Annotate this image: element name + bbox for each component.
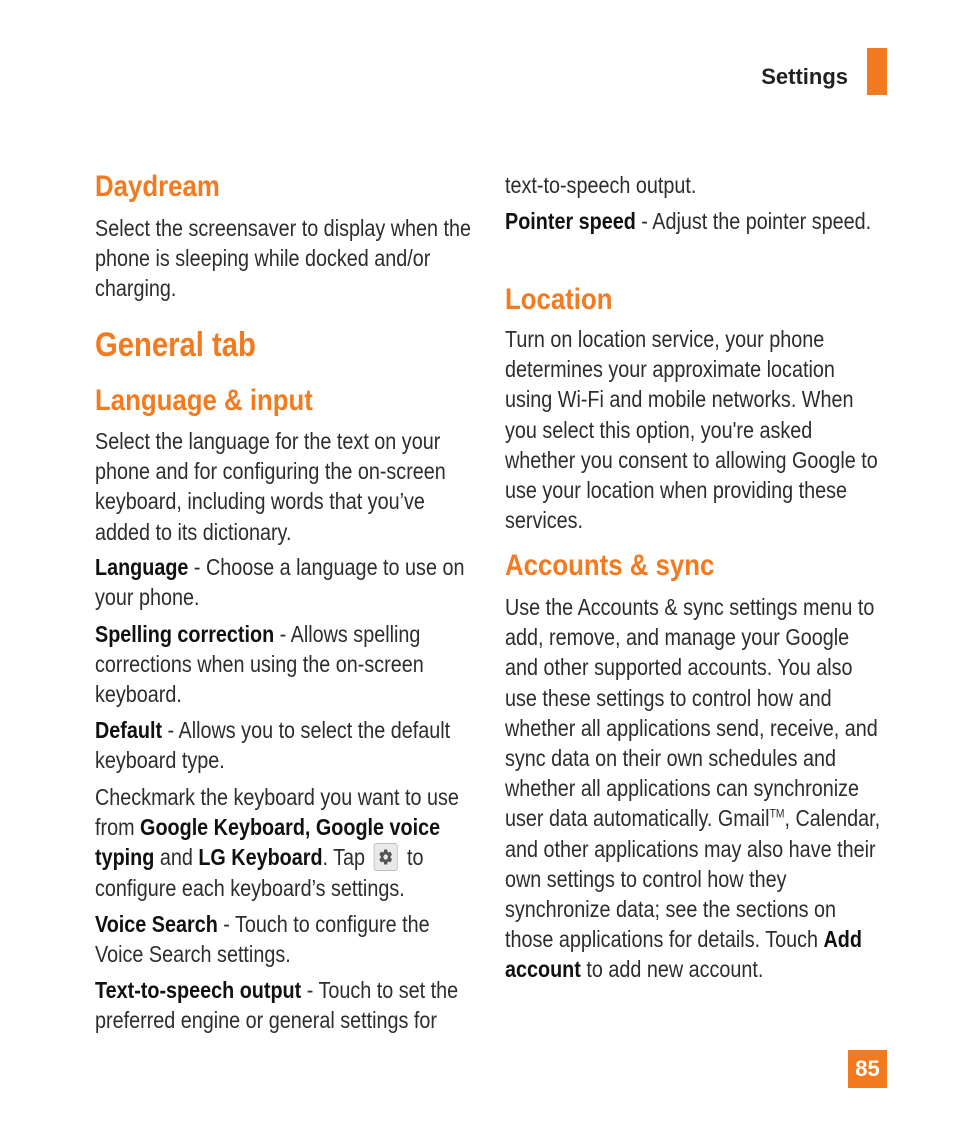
pointer-term: Pointer speed bbox=[505, 208, 636, 234]
page-number: 85 bbox=[848, 1050, 887, 1088]
tts-continued: text-to-speech output. bbox=[505, 172, 697, 198]
accounts-body-2: , Calendar, and other applications may also have their own settings to control how they synchronize data; see the sections on those applications for details. Touch bbox=[505, 805, 881, 953]
default-desc: - Allows you to select the default keyboard type. bbox=[95, 717, 451, 774]
location-body: Turn on location service, your phone determines your approximate location using Wi-Fi and mobile networks. When you select this option, you're asked whether you consent to allowing Google to use your location when providing these services. bbox=[505, 326, 878, 534]
checkmark-lg: LG Keyboard bbox=[198, 844, 323, 871]
trademark-mark: TM bbox=[769, 806, 785, 821]
accounts-body-1: Use the Accounts & sync settings menu to add, remove, and manage your Google and other supported accounts. You also use these settings to control how and whether all applications send, receive, and sync data on their own schedules and whether all applications can synchronize user data automatically. Gmail bbox=[505, 594, 878, 832]
language-desc: - Choose a language to use on your phone. bbox=[95, 554, 465, 611]
general-tab-heading: General tab bbox=[95, 326, 256, 364]
language-input-body: Select the language for the text on your phone and for configuring the on-screen keyboard, including words that you’ve added to its dictionary. bbox=[95, 428, 446, 545]
accounts-sync-heading: Accounts & sync bbox=[505, 549, 715, 582]
checkmark-intro: Checkmark the keyboard you want to use from bbox=[95, 784, 459, 841]
tts-term: Text-to-speech output bbox=[95, 977, 302, 1003]
daydream-body: Select the screensaver to display when the phone is sleeping while docked and/or charging. bbox=[95, 215, 472, 302]
default-item bbox=[95, 715, 473, 775]
tts-desc: - Touch to set the preferred engine or general settings for bbox=[95, 977, 459, 1034]
checkmark-keyboards: Google Keyboard, Google voice typing bbox=[95, 814, 441, 871]
language-term: Language bbox=[95, 554, 189, 580]
tts-item bbox=[95, 975, 473, 1035]
spelling-item bbox=[95, 619, 473, 710]
gear-icon bbox=[374, 843, 398, 871]
spelling-term: Spelling correction bbox=[95, 621, 275, 647]
voice-search-item bbox=[95, 909, 473, 969]
spelling-desc: - Allows spelling corrections when using the on-screen keyboard. bbox=[95, 621, 424, 708]
language-input-heading: Language & input bbox=[95, 384, 313, 417]
pointer-desc: - Adjust the pointer speed. bbox=[635, 208, 872, 234]
voice-term: Voice Search bbox=[95, 911, 218, 937]
language-item bbox=[95, 552, 473, 612]
checkmark-and: and bbox=[154, 844, 199, 871]
add-account-term: Add account bbox=[505, 926, 862, 983]
accounts-body-3: to add new account. bbox=[580, 956, 764, 983]
pointer-speed-item bbox=[505, 206, 883, 236]
daydream-heading: Daydream bbox=[95, 170, 220, 203]
checkmark-instructions bbox=[95, 782, 473, 904]
voice-desc: - Touch to configure the Voice Search settings. bbox=[95, 911, 430, 968]
location-heading: Location bbox=[505, 283, 613, 316]
checkmark-tap: . Tap bbox=[322, 844, 371, 871]
accounts-sync-body bbox=[505, 592, 883, 985]
section-title: Settings bbox=[761, 64, 848, 89]
default-term: Default bbox=[95, 717, 163, 743]
section-tab-marker bbox=[867, 48, 887, 95]
checkmark-end: to configure each keyboard’s settings. bbox=[95, 844, 424, 902]
